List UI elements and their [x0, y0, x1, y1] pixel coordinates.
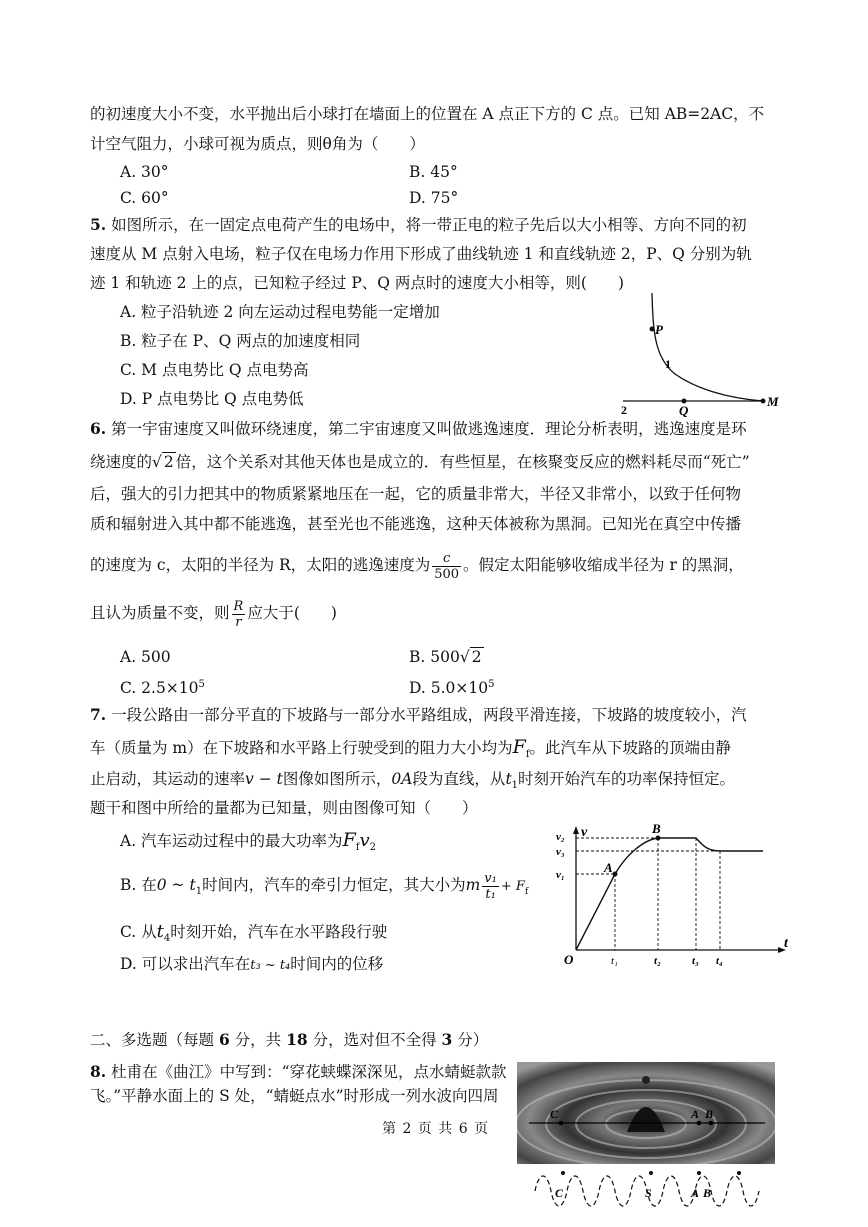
q7-origin-label: O — [564, 952, 574, 967]
q8-wave-diagram — [527, 1165, 772, 1217]
q7-option-a: A. 汽车运动过程中的最大功率为$F_fv_2$ — [120, 829, 376, 854]
q7-point-b — [656, 836, 661, 841]
q7-label-t3: t₃ — [692, 955, 699, 967]
q6-text-6b: 应大于( ) — [247, 604, 337, 622]
q7-option-c: C. 从$t_4$时刻开始，汽车在水平路段行驶 — [120, 921, 388, 945]
q7-v-axis-label: v — [581, 825, 588, 840]
q6-text-2b: 倍，这个关系对其他天体也是成立的．有些恒星，在核聚变反应的燃料耗尽而“死亡” — [175, 453, 750, 471]
q5-option-b: B. 粒子在 P、Q 两点的加速度相同 — [120, 332, 361, 350]
q6-line-1 — [90, 419, 747, 439]
q8-wave-label-a: A — [691, 1186, 700, 1200]
q7-label-v3: v₃ — [556, 846, 565, 858]
q8-line-1: 8. 杜甫在《曲江》中写到：“穿花蛱蝶深深见，点水蜻蜓款款 — [90, 1062, 507, 1081]
q5-option-a: A. 粒子沿轨迹 2 向左运动过程电势能一定增加 — [120, 303, 440, 321]
q8-photo-label-a: A — [691, 1107, 700, 1121]
q7-point-a — [613, 872, 618, 877]
q6-text-1: 第一宇宙速度又叫做环绕速度，第二宇宙速度又叫做逃逸速度．理论分析表明，逃逸速度是环 — [111, 420, 747, 438]
q5-field-figure — [615, 288, 790, 418]
q4-option-a: A. 30° — [120, 163, 169, 181]
q7-line-2: 车（质量为 m）在下坡路和水平路上行驶受到的阻力大小均为$F_f$。此汽车从下坡路的顶端由静 — [90, 736, 732, 761]
q7-option-b: B. 在0 ~ $t_1$时间内，汽车的牵引力恒定，其大小为m $\frac{\text{v₁}}{\text{t₁}}$ + $F_f$ — [120, 870, 529, 902]
q7-line-4: 题干和图中所给的量都为已知量，则由图像可知（ ） — [90, 799, 478, 817]
q8-line-2: 飞。”平静水面上的 S 处，“蜻蜓点水”时形成一列水波向四周 — [90, 1087, 499, 1105]
q5-point-m — [761, 399, 766, 404]
q7-t-axis-label: t — [784, 936, 788, 951]
q5-point-p — [650, 327, 655, 332]
section-2-heading: 二、多选题（每题 6 分，共 18 分，选对但不全得 3 分） — [90, 1030, 489, 1049]
q7-label-t4: t₄ — [716, 955, 723, 967]
q7-label-b: B — [652, 821, 661, 836]
q4-option-b: B. 45° — [409, 163, 458, 181]
q6-text-2a: 绕速度的 — [90, 453, 153, 471]
q4-text-line-2: 计空气阻力，小球可视为质点，则θ角为（ ） — [90, 135, 425, 153]
q6-text-5a: 的速度为 c，太阳的半径为 R，太阳的逃逸速度为 — [90, 556, 431, 574]
q7-number: 7. — [90, 705, 107, 724]
q5-track-1-curve — [652, 293, 763, 401]
q6-text-5b: 。假定太阳能够收缩成半径为 r 的黑洞， — [463, 556, 744, 574]
q8-number: 8. — [90, 1062, 107, 1081]
q6-line-2 — [90, 452, 750, 472]
q6-line-6 — [90, 596, 337, 630]
q7-label-t2: t₂ — [654, 955, 661, 967]
q5-label-1: 1 — [665, 357, 671, 371]
q5-label-q: Q — [679, 403, 689, 418]
q6-fraction-r-r: $\frac{R}{r}$ — [233, 598, 244, 630]
q6-text-6a: 且认为质量不变，则 — [90, 604, 230, 622]
q7-vt-graph — [548, 820, 798, 970]
q4-text-line-1: 的初速度大小不变，水平抛出后小球打在墙面上的位置在 A 点正下方的 C 点。已知 AB=2AC，不 — [90, 105, 765, 123]
q5-line-3: 迹 1 和轨迹 2 上的点，已知粒子经过 P、Q 两点时的速度大小相等，则( ) — [90, 274, 625, 292]
q4-option-d: D. 75° — [409, 189, 459, 207]
q7-label-v2: v₂ — [556, 831, 565, 843]
q4-option-c: C. 60° — [120, 189, 169, 207]
q5-number: 5. — [90, 215, 107, 234]
q7-line-1 — [90, 705, 747, 725]
q8-wave-label-b: B — [703, 1186, 712, 1200]
q7-text-1: 一段公路由一部分平直的下坡路与一部分水平路组成，两段平滑连接，下坡路的坡度较小，汽 — [111, 706, 747, 724]
q8-ripple-photo — [517, 1062, 775, 1164]
q5-label-p: P — [655, 322, 663, 337]
q8-wave-label-c: C — [555, 1186, 564, 1200]
page-footer: 第 2 页 共 6 页 — [382, 1121, 490, 1137]
q8-photo-point-a — [697, 1121, 702, 1126]
q5-line-1 — [90, 215, 747, 235]
q6-fraction-c-500: $\frac{c}{500}$ — [434, 550, 460, 582]
q7-label-t1: t₁ — [611, 955, 618, 967]
q7-option-d: D. 可以求出汽车在t₃ ~ t₄时间内的位移 — [120, 955, 384, 973]
q6-number: 6. — [90, 419, 107, 438]
q5-line-2: 速度从 M 点射入电场，粒子仅在电场力作用下形成了曲线轨迹 1 和直线轨迹 2，P、Q 分别为轨 — [90, 245, 752, 263]
q6-line-4: 质和辐射进入其中都不能逃逸，甚至光也不能逃逸，这种天体被称为黑洞。已知光在真空中传播 — [90, 515, 742, 533]
q6-line-5 — [90, 548, 744, 582]
q8-photo-point-c — [559, 1121, 564, 1126]
q6-option-b: B. 500√ 2 — [409, 648, 482, 666]
q7-label-v1: v₁ — [556, 869, 565, 881]
q5-label-2: 2 — [621, 403, 627, 417]
q5-text-1: 如图所示，在一固定点电荷产生的电场中，将一带正电的粒子先后以大小相等、方向不同的初 — [111, 216, 747, 234]
q5-label-m: M — [767, 394, 779, 409]
q7-vt-curve — [576, 838, 763, 950]
q5-option-d: D. P 点电势比 Q 点电势低 — [120, 390, 304, 408]
q8-photo-point-b — [709, 1121, 714, 1126]
q6-option-c: C. $2.5\times 10^5$ — [120, 679, 205, 698]
q6-sqrt-2: √ 2 — [152, 453, 174, 471]
q5-option-c: C. M 点电势比 Q 点电势高 — [120, 361, 309, 379]
q7-ff-symbol: F — [512, 736, 526, 758]
q8-photo-label-c: C — [550, 1107, 559, 1121]
q8-photo-label-b: B — [705, 1107, 714, 1121]
q7-v-axis-arrow — [573, 826, 579, 834]
q6-option-a: A. 500 — [120, 648, 171, 666]
q7-label-a: A — [604, 860, 613, 875]
q6-line-3: 后，强大的引力把其中的物质紧紧地压在一起，它的质量非常大，半径又非常小，以致于任何物 — [90, 485, 742, 503]
q8-wave-label-s: S — [645, 1186, 652, 1200]
q7-line-3: 止启动，其运动的速率v − t图像如图所示，0A段为直线，从$t_1$时刻开始汽车的功率保持恒定。 — [90, 770, 736, 792]
q6-option-d: D. $5.0\times 10^5$ — [409, 679, 495, 698]
